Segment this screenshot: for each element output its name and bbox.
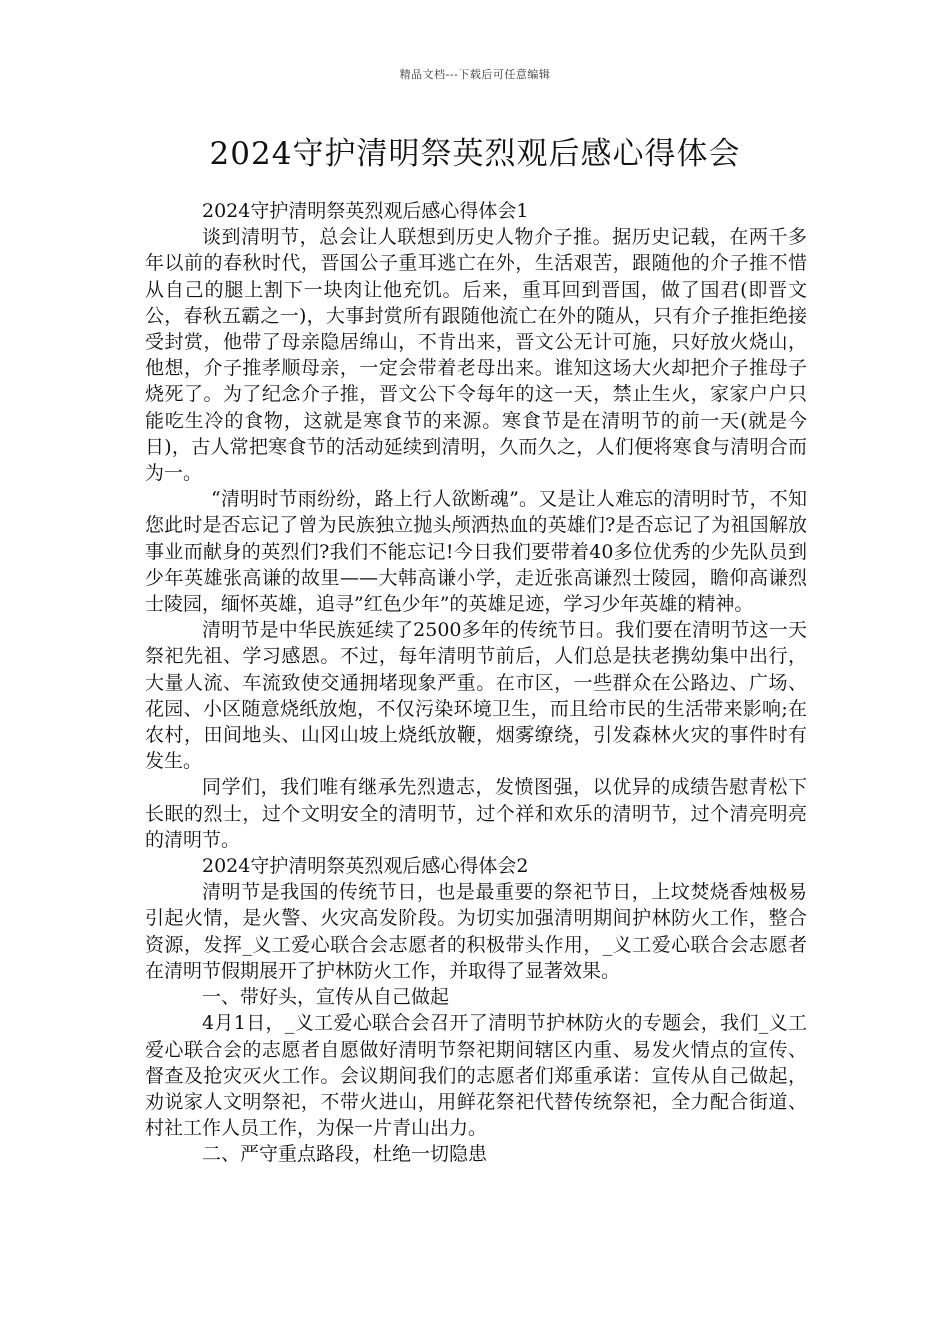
paragraph: 谈到清明节，总会让人联想到历史人物介子推。据历史记载，在两千多年以前的春秋时代，晋国公子重耳逃亡在外，生活艰苦，跟随他的介子推不惜从自己的腿上割下一块肉让他充饥。后来，重耳回到晋国，做了国君(即晋文公，春秋五霸之一)，大事封赏所有跟随他流亡在外的随从，只有介子推拒绝接受封赏，他带了母亲隐居绵山，不肯出来，晋文公无计可施，只好放火烧山，他想，介子推孝顺母亲，一定会带着老母出来。谁知这场大火却把介子推母子烧死了。为了纪念介子推，晋文公下令每年的这一天，禁止生火，家家户户只能吃生冷的食物，这就是寒食节的来源。寒食节是在清明节的前一天(就是今日)，古人常把寒食节的活动延续到清明，久而久之，人们便将寒食与清明合而为一。 bbox=[145, 226, 807, 485]
paragraph: 清明节是中华民族延续了2500多年的传统节日。我们要在清明节这一天祭祀先祖、学习感恩。不过，每年清明节前后，人们总是扶老携幼集中出行，大量人流、车流致使交通拥堵现象严重。在市区，一些群众在公路边、广场、花园、小区随意烧纸放炮，不仅污染环境卫生，而且给市民的生活带来影响;在农村，田间地头、山冈山坡上烧纸放鞭，烟雾缭绕，引发森林火灾的事件时有发生。 bbox=[145, 619, 807, 773]
paragraph: 2024守护清明祭英烈观后感心得体会1 bbox=[202, 200, 529, 222]
paragraph: 二、严守重点路段，杜绝一切隐患 bbox=[202, 1143, 488, 1166]
paragraph: 同学们，我们唯有继承先烈遗志，发愤图强，以优异的成绩告慰青松下长眠的烈士，过个文明安全的清明节，过个祥和欢乐的清明节，过个清亮明亮的清明节。 bbox=[145, 776, 807, 851]
paragraph: 4月1日，_义工爱心联合会召开了清明节护林防火的专题会，我们_义工爱心联合会的志愿者自愿做好清明节祭祀期间辖区内重、易发火情点的宣传、督查及抢灾灭火工作。会议期间我们的志愿者们郑重承诺：宣传从自己做起，劝说家人文明祭祀，不带火进山，用鲜花祭祀代替传统祭祀，全力配合街道、村社工作人员工作，为保一片青山出力。 bbox=[145, 1012, 807, 1140]
document-title: 2024守护清明祭英烈观后感心得体会 bbox=[209, 136, 741, 172]
header-note: 精品文档---下载后可任意编辑 bbox=[399, 68, 551, 81]
paragraph: 2024守护清明祭英烈观后感心得体会2 bbox=[202, 855, 529, 878]
paragraph: “清明时节雨纷纷，路上行人欲断魂”。又是让人难忘的清明时节，不知您此时是否忘记了曾为民族独立抛头颅洒热血的英雄们?是否忘记了为祖国解放事业而献身的英烈们?我们不能忘记!今日我们要带着40多位优秀的少先队员到少年英雄张高谦的故里——大韩高谦小学，走近张高谦烈士陵园，瞻仰高谦烈士陵园，缅怀英雄，追寻”红色少年”的英雄足迹，学习少年英雄的精神。 bbox=[145, 488, 807, 616]
document-body bbox=[145, 198, 807, 1168]
paragraph: 清明节是我国的传统节日，也是最重要的祭祀节日，上坟焚烧香烛极易引起火情，是火警、火灾高发阶段。为切实加强清明期间护林防火工作，整合资源，发挥_义工爱心联合会志愿者的积极带头作用，_义工爱心联合会志愿者在清明节假期展开了护林防火工作，并取得了显著效果。 bbox=[145, 881, 807, 982]
paragraph: 一、带好头，宣传从自己做起 bbox=[202, 986, 450, 1009]
